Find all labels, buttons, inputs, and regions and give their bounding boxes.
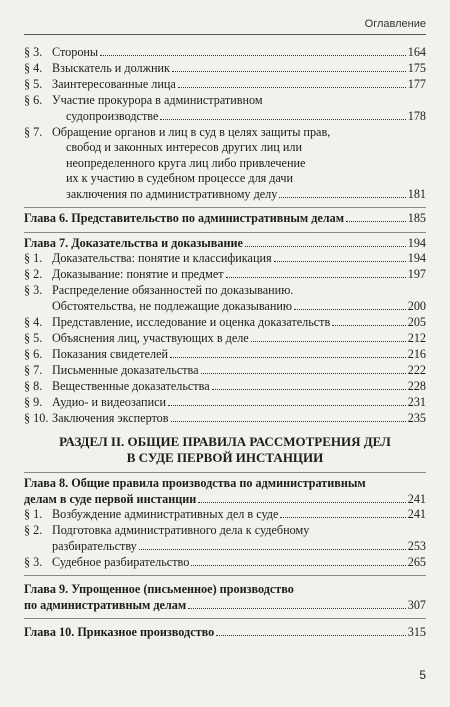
section-number: § 5.: [24, 77, 43, 91]
toc-entry-ch7-s5: [24, 331, 426, 347]
page-number: 175: [407, 61, 426, 75]
entry-title: Взыскатель и должник: [52, 61, 170, 75]
page-number: 315: [407, 625, 426, 639]
dot-leader: [188, 608, 406, 609]
chapter-title: Глава 7. Доказательства и доказывание: [24, 235, 243, 250]
chapter-title-line: делам в суде первой инстанции: [24, 491, 197, 506]
entry-title-line: неопределенного круга лиц либо привлечение: [66, 155, 306, 170]
page-number: 200: [407, 298, 426, 313]
entry-title: Заключения экспертов: [52, 410, 169, 425]
page-number: 185: [407, 211, 426, 225]
entry-title: Показания свидетелей: [52, 346, 169, 361]
section-number: § 6.: [24, 93, 43, 107]
toc-entry-chapter-6: [24, 211, 426, 227]
divider: [24, 472, 426, 473]
section-number: § 5.: [24, 330, 43, 345]
part-heading: [24, 434, 426, 466]
toc-entry-chapter-10: [24, 625, 426, 641]
entry-title: Письменные доказательства: [52, 362, 199, 377]
section-number: § 7.: [24, 362, 43, 377]
entry-title-line: свобод и законных интересов других лиц или: [66, 140, 303, 154]
dot-leader: [245, 246, 406, 247]
entry-title-line: Распределение обязанностей по доказыванию.: [52, 283, 294, 297]
toc-entry-ch7-s2: [24, 267, 426, 283]
page-number: 241: [407, 491, 426, 506]
dot-leader: [171, 421, 406, 422]
page-number: 178: [407, 108, 426, 123]
page-number: 194: [407, 235, 426, 250]
entry-title: Доказательства: понятие и классификация: [52, 251, 272, 265]
entry-title: Судебное разбирательство: [52, 554, 190, 569]
section-number: § 2.: [24, 523, 43, 537]
section-number: § 2.: [24, 267, 43, 281]
page-number: 181: [407, 186, 426, 201]
toc-entry-ch8-s1: [24, 507, 426, 523]
dot-leader: [332, 325, 405, 326]
page-number: 194: [407, 251, 426, 265]
toc-entry-s6-prokuror: [24, 93, 426, 124]
page-number: 241: [407, 507, 426, 521]
dot-leader: [100, 55, 406, 56]
toc-entry-s7-obrashchenie: [24, 125, 426, 203]
section-number: § 8.: [24, 378, 43, 393]
entry-title: Стороны: [52, 45, 99, 59]
page-number: 216: [407, 346, 426, 361]
dot-leader: [346, 221, 406, 222]
page-number: 222: [407, 362, 426, 377]
page-number: 205: [407, 314, 426, 329]
divider: [24, 232, 426, 233]
chapter-title: Глава 10. Приказное производство: [24, 625, 215, 639]
part-heading-line: РАЗДЕЛ II. ОБЩИЕ ПРАВИЛА РАССМОТРЕНИЯ ДЕЛ: [59, 434, 391, 449]
dot-leader: [172, 71, 406, 72]
toc-entry-s4-vzyskatel: [24, 61, 426, 77]
entry-title: Вещественные доказательства: [52, 378, 210, 393]
dot-leader: [191, 565, 405, 566]
divider: [24, 207, 426, 208]
page-number: 253: [407, 538, 426, 553]
section-number: § 1.: [24, 507, 43, 521]
entry-title-line: Подготовка административного дела к судебному: [52, 523, 310, 537]
dot-leader: [216, 635, 406, 636]
entry-title-line: заключения по административному делу: [66, 186, 278, 201]
section-number: § 7.: [24, 124, 43, 139]
dot-leader: [226, 277, 406, 278]
section-number: § 3.: [24, 45, 43, 59]
dot-leader: [294, 309, 406, 310]
entry-title-line: разбирательству: [52, 538, 137, 553]
dot-leader: [160, 119, 405, 120]
running-head: Оглавление: [24, 18, 426, 35]
section-number: § 6.: [24, 346, 43, 361]
section-number: § 10.: [24, 410, 49, 425]
part-heading-line: В СУДЕ ПЕРВОЙ ИНСТАНЦИИ: [126, 450, 324, 465]
page-number: 197: [407, 267, 426, 281]
entry-title: Объяснения лиц, участвующих в деле: [52, 330, 249, 345]
page-number: 265: [407, 554, 426, 569]
toc-entry-chapter-8: [24, 476, 426, 507]
section-number: § 3.: [24, 283, 43, 297]
section-number: § 9.: [24, 394, 43, 409]
chapter-title: Глава 6. Представительство по административным делам: [24, 211, 345, 225]
toc-entry-ch7-s1: [24, 251, 426, 267]
page-number: 164: [407, 45, 426, 59]
toc-entry-ch7-s8: [24, 379, 426, 395]
page-number: 231: [407, 394, 426, 409]
toc-entry-chapter-7: [24, 236, 426, 252]
toc-entry-ch7-s3: [24, 283, 426, 314]
entry-title: Заинтересованные лица: [52, 77, 176, 91]
section-number: § 4.: [24, 314, 43, 329]
dot-leader: [198, 502, 405, 503]
entry-title: Доказывание: понятие и предмет: [52, 267, 224, 281]
toc-entry-ch7-s7: [24, 363, 426, 379]
page-folio: 5: [419, 668, 426, 682]
toc-entry-ch8-s3: [24, 555, 426, 571]
chapter-title-line: по административным делам: [24, 597, 187, 612]
page-number: 228: [407, 378, 426, 393]
page-number: 307: [407, 597, 426, 612]
section-number: § 4.: [24, 61, 43, 75]
section-number: § 1.: [24, 251, 43, 265]
section-number: § 3.: [24, 554, 43, 569]
chapter-title-line: Глава 8. Общие правила производства по административным: [24, 476, 366, 490]
toc-entry-ch7-s9: [24, 395, 426, 411]
entry-title-line: их к участию в судебном процессе для дачи: [66, 171, 294, 185]
dot-leader: [139, 549, 406, 550]
toc-entry-s3-storony: [24, 45, 426, 61]
dot-leader: [251, 341, 406, 342]
toc-entry-ch7-s10: [24, 411, 426, 427]
entry-title: Аудио- и видеозаписи: [52, 394, 167, 409]
chapter-title-line: Глава 9. Упрощенное (письменное) производство: [24, 582, 294, 596]
dot-leader: [178, 87, 406, 88]
table-of-contents: [24, 45, 426, 641]
divider: [24, 618, 426, 619]
entry-title-line: судопроизводстве: [66, 108, 159, 123]
toc-entry-s5-zainteresovannye: [24, 77, 426, 93]
divider: [24, 575, 426, 576]
toc-entry-ch7-s4: [24, 315, 426, 331]
toc-entry-ch7-s6: [24, 347, 426, 363]
toc-entry-ch8-s2: [24, 523, 426, 554]
page-number: 235: [407, 410, 426, 425]
dot-leader: [201, 373, 406, 374]
dot-leader: [280, 517, 405, 518]
entry-title-line: Обращение органов и лиц в суд в целях защиты прав,: [52, 124, 331, 139]
dot-leader: [168, 405, 406, 406]
dot-leader: [212, 389, 406, 390]
page-number: 212: [407, 330, 426, 345]
dot-leader: [274, 261, 406, 262]
entry-title-line: Участие прокурора в административном: [52, 93, 263, 107]
dot-leader: [279, 197, 405, 198]
dot-leader: [170, 357, 406, 358]
toc-entry-chapter-9: [24, 582, 426, 613]
entry-title-line: Обстоятельства, не подлежащие доказыванию: [52, 298, 292, 313]
page-number: 177: [407, 77, 426, 91]
entry-title: Возбуждение административных дел в суде: [52, 507, 279, 521]
entry-title: Представление, исследование и оценка доказательств: [52, 314, 331, 329]
